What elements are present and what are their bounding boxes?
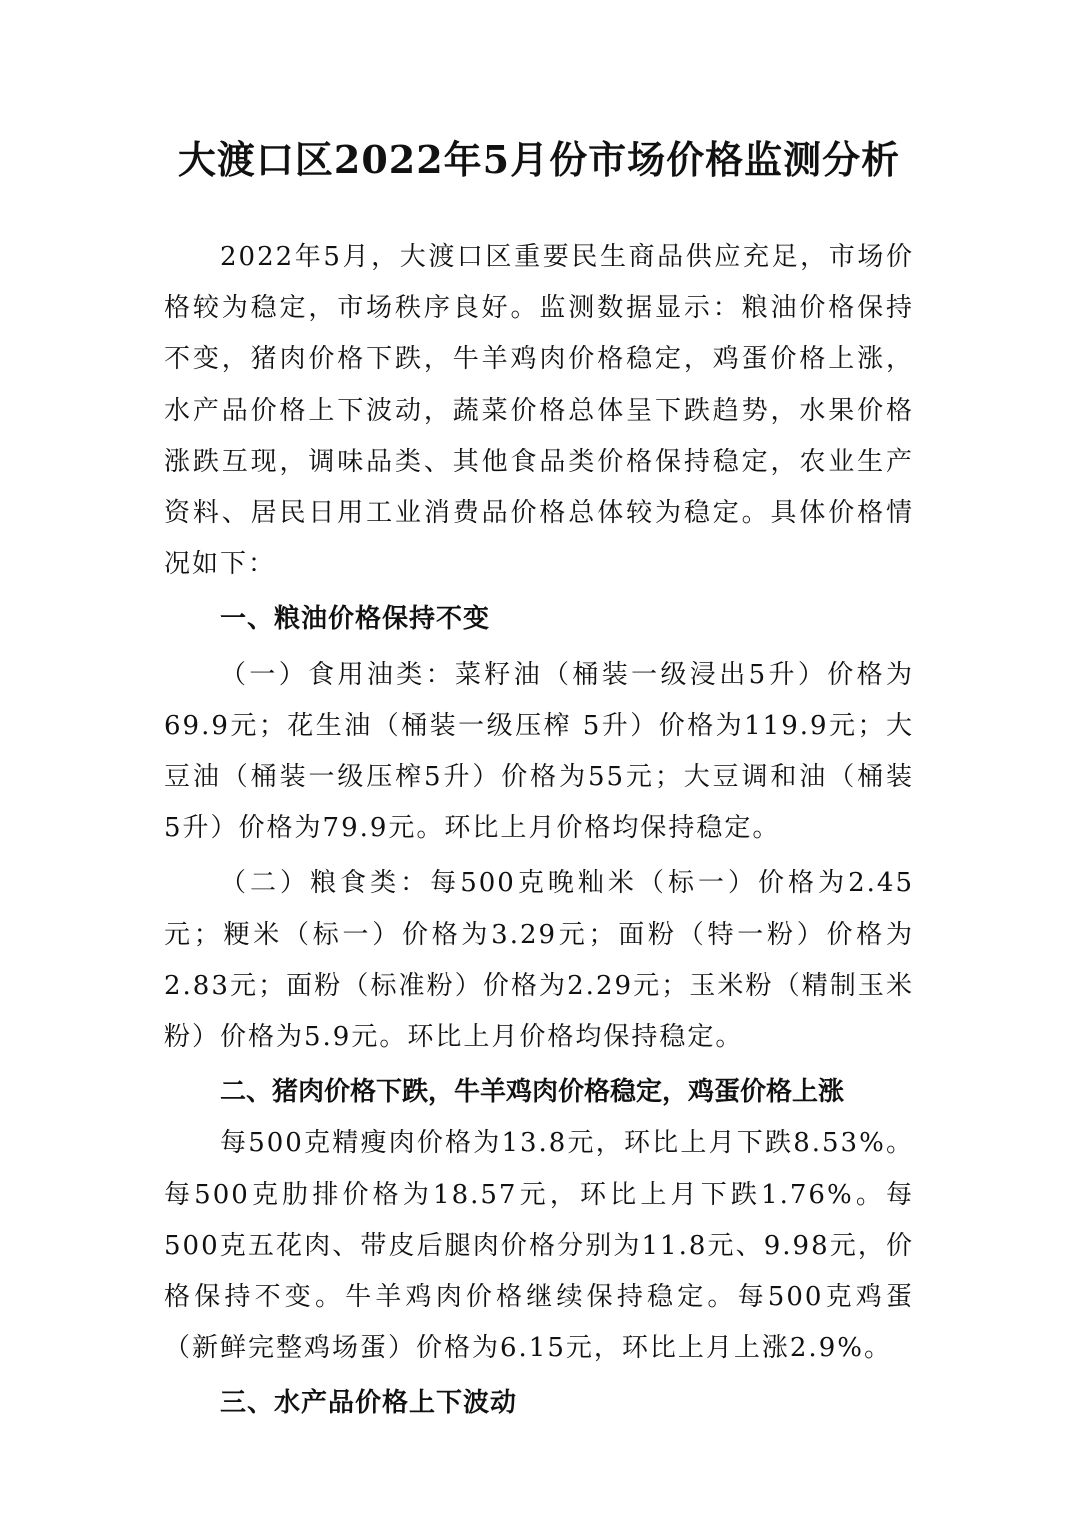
- section-1-paragraph-grain: （二）粮食类：每500克晚籼米（标一）价格为2.45元；粳米（标一）价格为3.29元；面粉（特一粉）价格为2.83元；面粉（标准粉）价格为2.29元；玉米粉（精制玉米粉）价格为5.9元。环比上月价格均保持稳定。: [164, 868, 914, 1053]
- page-title: 大渡口区2022年5月份市场价格监测分析: [177, 137, 901, 182]
- document-page: [164, 132, 914, 1430]
- section-2-heading: 二、猪肉价格下跌，牛羊鸡肉价格稳定，鸡蛋价格上涨: [220, 1077, 845, 1108]
- section-2-paragraph: 每500克精瘦肉价格为13.8元，环比上月下跌8.53%。每500克肋排价格为18.57元，环比上月下跌1.76%。每500克五花肉、带皮后腿肉价格分别为11.8元、9.98元，价格保持不变。牛羊鸡肉价格继续保持稳定。每500克鸡蛋（新鲜完整鸡场蛋）价格为6.15元，环比上月上涨2.9%。: [164, 1128, 914, 1364]
- section-3-heading: 三、水产品价格上下波动: [220, 1388, 518, 1419]
- section-1-heading: 一、粮油价格保持不变: [220, 604, 491, 635]
- intro-paragraph: 2022年5月，大渡口区重要民生商品供应充足，市场价格较为稳定，市场秩序良好。监测数据显示：粮油价格保持不变，猪肉价格下跌，牛羊鸡肉价格稳定，鸡蛋价格上涨，水产品价格上下波动，蔬菜价格总体呈下跌趋势，水果价格涨跌互现，调味品类、其他食品类价格保持稳定，农业生产资料、居民日用工业消费品价格总体较为稳定。具体价格情况如下：: [164, 242, 914, 580]
- section-1-paragraph-oil: （一）食用油类：菜籽油（桶装一级浸出5升）价格为69.9元；花生油（桶装一级压榨 5升）价格为119.9元；大豆油（桶装一级压榨5升）价格为55元；大豆调和油（桶装 5升）价格为79.9元。环比上月价格均保持稳定。: [164, 659, 914, 844]
